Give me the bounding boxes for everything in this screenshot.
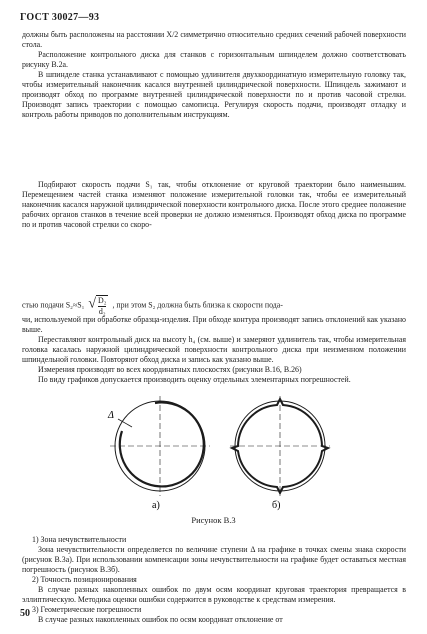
figure-a xyxy=(107,396,210,511)
section-1-text: Зона нечувствительности определяется по величине ступени Δ на графике в точках смены знака скорости (рисунок В.3а). При использовании компенсации зоны нечувствительности на графике будет оставаться местная погрешность (рисунок В.3б). xyxy=(22,545,406,574)
section-2-title: 2) Точность позиционирования xyxy=(32,575,137,584)
figure-b xyxy=(230,396,330,511)
paragraph-8: По виду графиков допускается производить оценку отдельных элементарных погрешностей. xyxy=(38,375,351,384)
formula-numerator: D₂ xyxy=(98,296,107,305)
delta-label: Δ xyxy=(108,410,114,421)
label-a: а) xyxy=(152,500,160,511)
figure-caption: Рисунок В.3 xyxy=(191,515,236,525)
figure-b3 xyxy=(100,391,340,511)
document-header: ГОСТ 30027—93 xyxy=(20,12,100,23)
paragraph-5: чи, используемой при обработке образца-изделия. При обходе контура производят запись отклонений как указано выше. xyxy=(22,315,406,334)
formula-prefix: стью подачи S₂≈S₁ xyxy=(22,300,85,310)
paragraph-7: Измерения производят во всех координатных плоскостях (рисунки В.16, В.26) xyxy=(38,365,302,374)
paragraph-6: Переставляют контрольный диск на высоту h₄ (см. выше) и замеряют удлинитель так, чтобы измерительная головка касалась наружной цилиндрической поверхности контрольного диска при неизменном положении шпиндельной головки. Повторяют обход диска и запись как указано выше. xyxy=(22,335,406,364)
section-3-title: 3) Геометрические погрешности xyxy=(32,605,142,614)
paragraph-3: В шпинделе станка устанавливают с помощью удлинителя двухкоординатную измерительную головку так, чтобы измерительный наконечник касался внутренней цилиндрической поверхности. Шпиндель зажимают и производят обход по программе внутренней цилиндрической поверхности по и против часовой стрелки. Производят запись траектории с помощью самописца. Регулируя скорость подачи, производят отладку и контроль работы приводов по дополнительным инструкциям. xyxy=(22,70,406,119)
page-number: 50 xyxy=(20,608,30,619)
formula-denominator: d₂ xyxy=(98,306,106,316)
paragraph-1: должны быть расположены на расстоянии X/2 симметрично относительно средних сечений рабочей поверхности стола. xyxy=(22,30,406,49)
label-b: б) xyxy=(272,500,281,511)
section-3-text: В случае разных накопленных ошибок по осям координат отклонение от xyxy=(38,615,283,624)
section-1-title: 1) Зона нечувствительности xyxy=(32,535,127,544)
paragraph-2: Расположение контрольного диска для станков с горизонтальным шпинделем должно соответствовать рисунку В.2а. xyxy=(22,50,406,69)
formula-sqrt: √ $\frac{\text{D₂}}{\text{d₂}}$ xyxy=(88,296,107,316)
formula-suffix: , при этом S₂ должна быть близка к скорости пода- xyxy=(112,300,283,310)
feed-rate-formula xyxy=(22,295,406,317)
trajectory-a xyxy=(120,402,204,486)
section-2-text: В случае разных накопленных ошибок по двум осям координат круговая траектория превращается в эллиптическую. Методика оценки ошибки содержится в руководстве к средствам измерения. xyxy=(22,585,406,604)
paragraph-4: Подбирают скорость подачи S₁ так, чтобы отклонение от круговой траектории было наименьшим. Перемещением частей станка изменяют положение измерительной головки так, чтобы ее измерительный наконечник касался наружной цилиндрической поверхности контрольного диска. После этого среднее положение рабочих органов станков в течение всей проверки не должно изменяться. Производят обход диска по программе по и против часовой стрелки со скоро- xyxy=(22,180,406,229)
